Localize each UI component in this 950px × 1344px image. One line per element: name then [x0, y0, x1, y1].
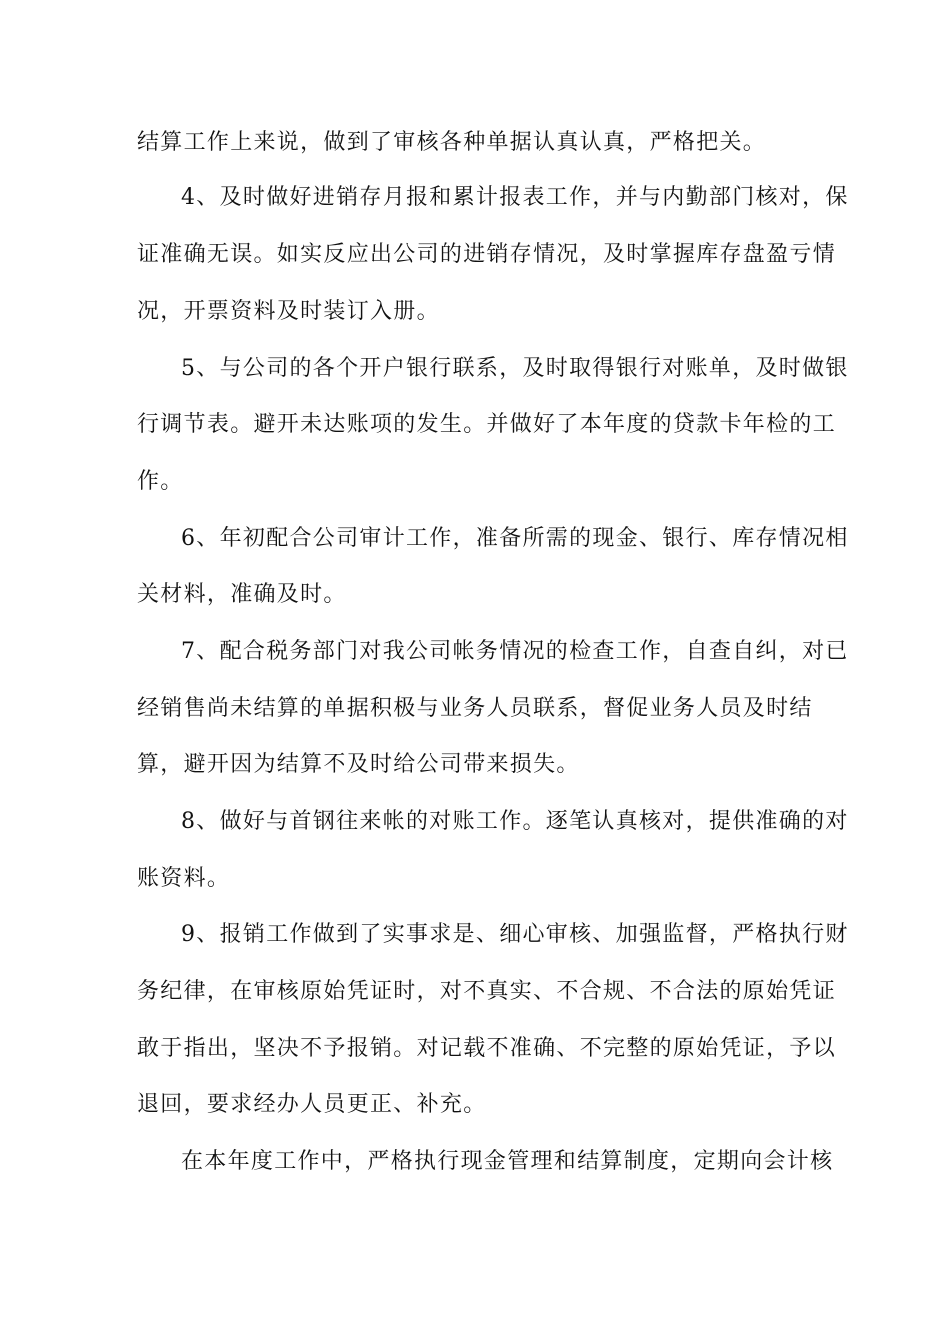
paragraph-5-line-3: 作。: [137, 469, 184, 494]
paragraph-4-line-2: 证准确无误。如实反应出公司的进销存情况，及时掌握库存盘盈亏情: [137, 242, 837, 267]
paragraph-9-line-2: 务纪律，在审核原始凭证时，对不真实、不合规、不合法的原始凭证: [137, 979, 837, 1004]
paragraph-5-line-2: 行调节表。避开未达账项的发生。并做好了本年度的贷款卡年检的工: [137, 412, 837, 437]
paragraph-5-line-1: 5、与公司的各个开户银行联系，及时取得银行对账单，及时做银: [181, 356, 849, 381]
paragraph-7-line-1: 7、配合税务部门对我公司帐务情况的检查工作，自查自纠，对已: [181, 639, 849, 664]
text-line: 结算工作上来说，做到了审核各种单据认真认真，严格把关。: [137, 130, 767, 155]
paragraph-7-line-3: 算，避开因为结算不及时给公司带来损失。: [137, 752, 580, 777]
paragraph-6-line-2: 关材料，准确及时。: [137, 582, 347, 607]
paragraph-9-line-1: 9、报销工作做到了实事求是、细心审核、加强监督，严格执行财: [181, 922, 849, 947]
paragraph-8-line-1: 8、做好与首钢往来帐的对账工作。逐笔认真核对，提供准确的对: [181, 809, 849, 834]
paragraph-summary-line-1: 在本年度工作中，严格执行现金管理和结算制度，定期向会计核: [181, 1149, 834, 1174]
paragraph-4-line-3: 况，开票资料及时装订入册。: [137, 299, 440, 324]
paragraph-9-line-3: 敢于指出，坚决不予报销。对记载不准确、不完整的原始凭证，予以: [137, 1036, 837, 1061]
paragraph-7-line-2: 经销售尚未结算的单据积极与业务人员联系，督促业务人员及时结: [137, 696, 813, 721]
paragraph-9-line-4: 退回，要求经办人员更正、补充。: [137, 1092, 487, 1117]
paragraph-6-line-1: 6、年初配合公司审计工作，准备所需的现金、银行、库存情况相: [181, 526, 849, 551]
paragraph-4-line-1: 4、及时做好进销存月报和累计报表工作，并与内勤部门核对，保: [181, 185, 849, 210]
paragraph-8-line-2: 账资料。: [137, 866, 231, 891]
